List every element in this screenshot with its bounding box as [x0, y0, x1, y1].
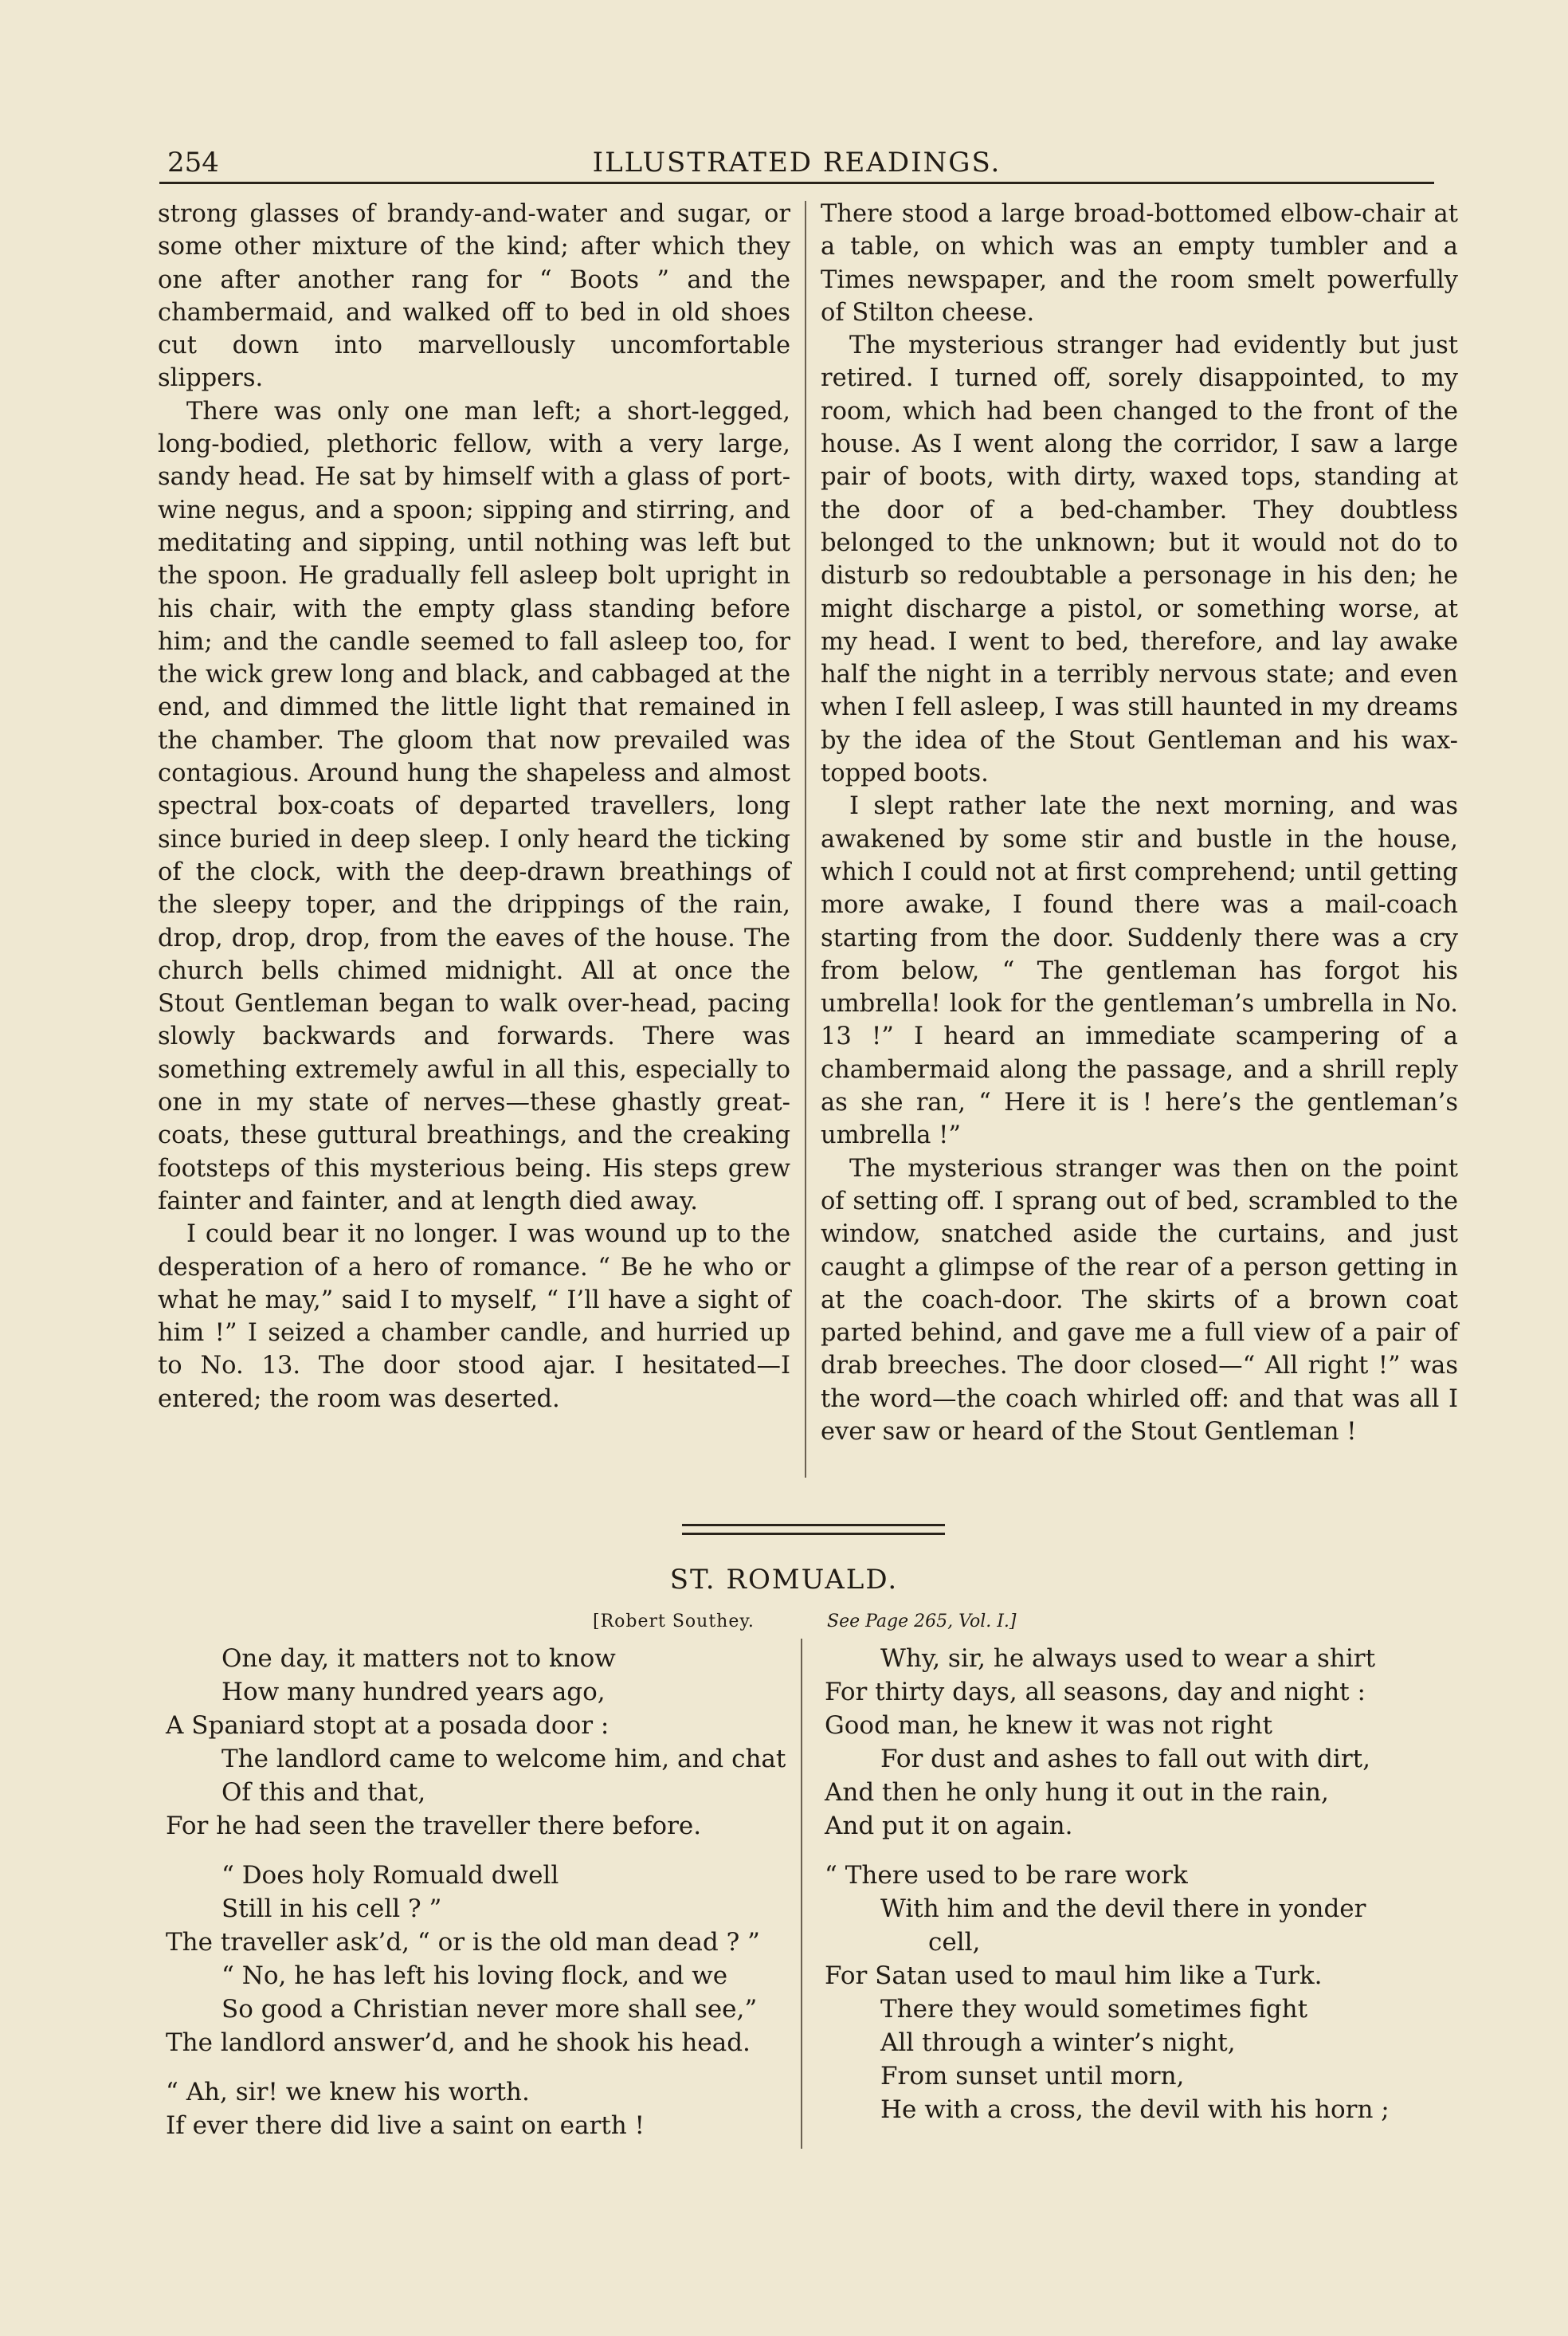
poem-line: He with a cross, the devil with his horn ;: [880, 2095, 1390, 2124]
poem-line: From sunset until morn,: [880, 2062, 1185, 2091]
paragraph: I could bear it no longer. I was wound up to the desperation of a hero of romance. “ Be he who or what he may,” said I to myself, “ I’ll have a sight of him !” I seized a chamber candle, and hurried up to No. 13. The door stood ajar. I hesitated—I entered; the room was deserted.: [158, 1220, 790, 1413]
right-column: [821, 198, 1458, 1448]
poem-line: The landlord came to welcome him, and chat: [221, 1745, 786, 1773]
poem-title: ST. ROMUALD.: [669, 1564, 899, 1596]
poem-line: For Satan used to maul him like a Turk.: [825, 1961, 1323, 1990]
paragraph: strong glasses of brandy-and-water and sugar, or some other mixture of the kind; after which they one after another rang for “ Boots ” and the chambermaid, and walked off to bed in old shoes cut down into marvellously uncomfortable slippers.: [158, 200, 790, 393]
poem-line: So good a Christian never more shall see,”: [221, 1995, 758, 2024]
page-header: [159, 142, 1434, 184]
poem-line: For thirty days, all seasons, day and night :: [825, 1678, 1366, 1706]
poem-line: All through a winter’s night,: [880, 2028, 1236, 2057]
poem-line: There they would sometimes fight: [880, 1995, 1308, 2024]
poem-line: “ No, he has left his loving flock, and we: [221, 1961, 728, 1990]
poem-line: For he had seen the traveller there before.: [166, 1812, 702, 1840]
poem-line: Why, sir, he always used to wear a shirt: [880, 1644, 1376, 1673]
poem-line: A Spaniard stopt at a posada door :: [166, 1711, 610, 1740]
poem-left-column: [166, 1642, 787, 2142]
paragraph: There stood a large broad-bottomed elbow-chair at a table, on which was an empty tumbler and a Times newspaper, and the room smelt powerfully of Stilton cheese.: [821, 200, 1458, 327]
poem-line: The traveller ask’d, “ or is the old man dead ? ”: [166, 1928, 760, 1957]
poem-line: For dust and ashes to fall out with dirt,: [880, 1745, 1370, 1773]
poem-line: “ There used to be rare work: [825, 1861, 1188, 1890]
left-column: [158, 198, 790, 1415]
poem-line: Still in his cell ? ”: [221, 1894, 442, 1923]
poem-line: How many hundred years ago,: [221, 1678, 606, 1706]
poem-line: Good man, he knew it was not right: [825, 1711, 1272, 1740]
poem-reference: See Page 265, Vol. I.]: [827, 1612, 1017, 1631]
poem-line: And then he only hung it out in the rain,: [825, 1778, 1329, 1807]
poem-line: If ever there did live a saint on earth !: [166, 2111, 645, 2140]
poem-column-divider: [801, 1639, 802, 2149]
poem-line: cell,: [928, 1928, 981, 1957]
paragraph: There was only one man left; a short-legged, long-bodied, plethoric fellow, with a very large, sandy head. He sat by himself with a glass of port-wine negus, and a spoon; sipping and stirring, and meditating and sipping, until nothing was left but the spoon. He gradually fell asleep bolt upright in his chair, with the empty glass standing before him; and the candle seemed to fall asleep too, for the wick grew long and black, and cabbaged at the end, and dimmed the little light that remained in the chamber. The gloom that now prevailed was contagious. Around hung the shapeless and almost spectral box-coats of departed travellers, long since buried in deep sleep. I only heard the ticking of the clock, with the deep-drawn breathings of the sleepy toper, and the drippings of the rain, drop, drop, drop, from the eaves of the house. The church bells chimed midnight. All at once the Stout Gentleman began to walk over-head, pacing slowly backwards and forwards. There was something extremely awful in all this, especially to one in my state of nerves—these ghastly great-coats, these guttural breathings, and the creaking footsteps of this mysterious being. His steps grew fainter and fainter, and at length died away.: [158, 397, 790, 1215]
section-divider: [682, 1524, 945, 1535]
paragraph: The mysterious stranger was then on the point of setting off. I sprang out of bed, scrambled to the window, snatched aside the curtains, and just caught a glimpse of the rear of a person getting in at the coach-door. The skirts of a brown coat parted behind, and gave me a full view of a pair of drab breeches. The door closed—“ All right !” was the word—the coach whirled off: and that was all I ever saw or heard of the Stout Gentleman !: [821, 1154, 1458, 1446]
poem-line: Of this and that,: [221, 1778, 426, 1807]
poem-right-column: [825, 1642, 1462, 2126]
poem-line: “ Does holy Romuald dwell: [221, 1861, 559, 1890]
poem-author: [Robert Southey.: [593, 1612, 755, 1631]
poem-line: One day, it matters not to know: [221, 1644, 616, 1673]
running-title: ILLUSTRATED READINGS.: [592, 147, 1002, 179]
paragraph: The mysterious stranger had evidently but just retired. I turned off, sorely disappointed, to my room, which had been changed to the front of the house. As I went along the corridor, I saw a large pair of boots, with dirty, waxed tops, standing at the door of a bed-chamber. They doubtless belonged to the unknown; but it would not do to disturb so redoubtable a personage in his den; he might discharge a pistol, or something worse, at my head. I went to bed, therefore, and lay awake half the night in a terribly nervous state; and even when I fell asleep, I was still haunted in my dreams by the idea of the Stout Gentleman and his wax-topped boots.: [821, 332, 1458, 788]
page-number: 254: [167, 147, 219, 179]
column-divider: [805, 201, 806, 1478]
poem-line: With him and the devil there in yonder: [880, 1894, 1366, 1923]
poem-line: “ Ah, sir! we knew his worth.: [166, 2078, 530, 2106]
poem-line: And put it on again.: [825, 1812, 1073, 1840]
paragraph: I slept rather late the next morning, and was awakened by some stir and bustle in the house, which I could not at first comprehend; until getting more awake, I found there was a mail-coach starting from the door. Suddenly there was a cry from below, “ The gentleman has forgot his umbrella! look for the gentleman’s umbrella in No. 13 !” I heard an immediate scampering of a chambermaid along the passage, and a shrill reply as she ran, “ Here it is ! here’s the gentleman’s umbrella !”: [821, 792, 1458, 1150]
poem-line: The landlord answer’d, and he shook his head.: [166, 2028, 751, 2057]
